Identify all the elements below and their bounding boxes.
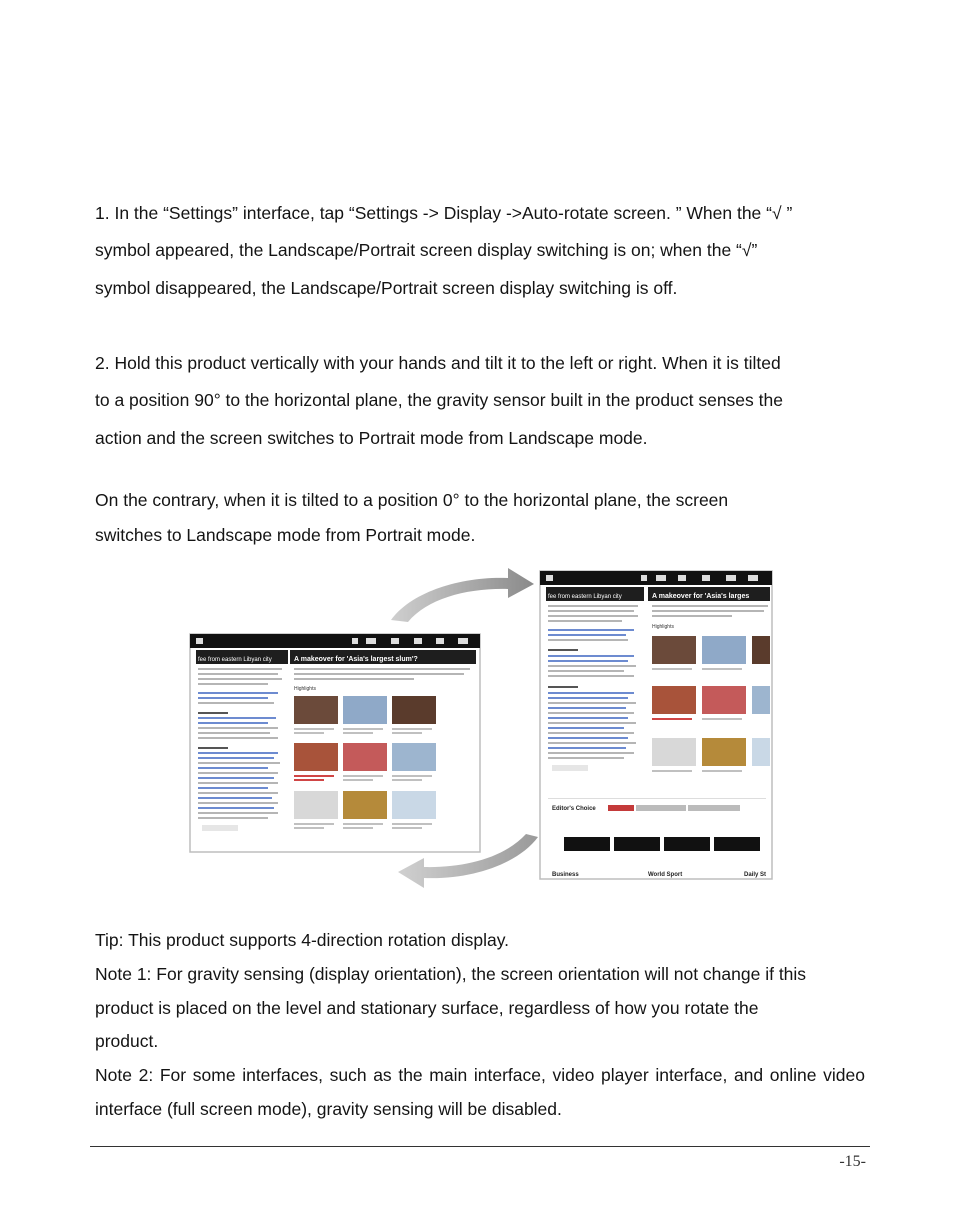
page-number: -15- <box>839 1153 866 1170</box>
rotate-arrow-top-icon <box>391 568 534 622</box>
portrait-headline-left: fee from eastern Libyan city <box>548 594 622 600</box>
note-2-text: Note 2: For some interfaces, such as the main interface, video player interface, and online video interface (full screen mode), gravity sensing will be disabled. <box>95 1065 865 1119</box>
tip-text: Tip: This product supports 4-direction rotation display. <box>95 930 510 950</box>
landscape-screen <box>190 634 480 852</box>
portrait-headline-right: A makeover for 'Asia's larges <box>652 593 750 600</box>
instruction-step-2: 2. Hold this product vertically with your hands and tilt it to the left or right. When it is tilted to a position 90° to the horizontal plane, the gravity sensor built in the product senses the action and the screen switches to Portrait mode from Landscape mode. <box>95 353 783 448</box>
portrait-footer-business: Business <box>552 872 579 878</box>
landscape-headline-left: fee from eastern Libyan city <box>198 657 272 663</box>
rotation-illustration-svg <box>186 562 776 897</box>
portrait-editors-choice: Editor's Choice <box>552 806 596 812</box>
portrait-footer-daily: Daily St <box>744 872 767 878</box>
instruction-step-1: 1. In the “Settings” interface, tap “Settings -> Display ->Auto-rotate screen. ” When the “√ ” symbol appeared, the Landscape/Portrait screen display switching is on; when the “√” symbol disappeared, the Landscape/Portrait screen display switching is off. <box>95 203 793 298</box>
note-1-text: Note 1: For gravity sensing (display orientation), the screen orientation will not change if this product is placed on the level and stationary surface, regardless of how you rotate the product. <box>95 964 807 1051</box>
instruction-contrary: On the contrary, when it is tilted to a position 0° to the horizontal plane, the screen switches to Landscape mode from Portrait mode. <box>95 490 729 545</box>
landscape-thumbnails <box>294 696 436 819</box>
rotation-illustration <box>186 562 776 897</box>
portrait-highlights-label: Highlights <box>652 624 674 630</box>
footer-divider <box>90 1146 870 1147</box>
landscape-headline-right: A makeover for 'Asia's largest slum'? <box>294 656 418 663</box>
landscape-highlights-label: Highlights <box>294 686 316 692</box>
portrait-thumbnails <box>652 636 770 766</box>
portrait-screen <box>540 571 772 879</box>
portrait-footer-world-sport: World Sport <box>648 872 683 878</box>
